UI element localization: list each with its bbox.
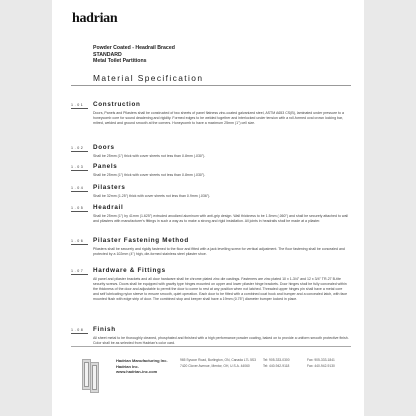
section-number-rule: [71, 191, 88, 192]
spec-sheet-page: [52, 0, 364, 416]
section-title: Panels: [93, 163, 118, 170]
section-title: Pilasters: [93, 184, 126, 191]
section-body: Shall be 32mm (1.25") thick with cover sheets not less than 0.9mm (.036").: [93, 194, 211, 198]
section-title: Finish: [93, 326, 116, 333]
section-number: 1.07: [71, 269, 85, 273]
section-number-rule: [71, 170, 88, 171]
footer-faxes: [307, 358, 335, 369]
section-number: 1.05: [71, 206, 85, 210]
partition-thumbnail: [90, 362, 99, 393]
footer-addresses: [180, 358, 256, 369]
header-line-standard: STANDARD: [93, 51, 122, 58]
section-number: 1.08: [71, 328, 85, 332]
section-body: Doors, Panels and Pilasters shall be constructed of two sheets of panel flatness zinc-coated galvanized steel, ASTM A653 CS(B), laminated under pressure to a honeycomb core for sound deadening and rigidity. Formed edges to be welded together and interlocked under tension with a roll-formed oval crown locking bar, mitred, welded and ground smooth at the corners. Honeycomb to have a maximum 25mm (1") cell size.: [93, 111, 344, 125]
section-number-rule: [71, 274, 88, 275]
section-number: 1.01: [71, 103, 85, 107]
footer-tel-line: Tel: 905-333-0300: [263, 358, 290, 362]
footer-company: [116, 358, 168, 375]
footer-company-line: Hadrian Manufacturing Inc.: [116, 358, 168, 363]
footer-address-line: 965 Syscon Road, Burlington, ON, Canada L7L 5S3: [180, 358, 256, 362]
section-body: Shall be 25mm (1") by 41mm (1.625") extruded anodized aluminum with anti-grip design. Wall thickness to be 1.5mm (.060") and shall be securely attached to wall and pilasters with manufacturer's fittings in such a way as to make a strong and rigid installation. All joints in headrails shall be made at a pilaster.: [93, 214, 349, 223]
footer-company-line: Hadrian Inc.: [116, 363, 139, 369]
hadrian-logo: hadrian: [72, 11, 118, 26]
spec-title-divider: [71, 85, 351, 86]
footer-phones: [263, 358, 290, 369]
header-line-product: Powder Coated - Headrail Braced: [93, 45, 175, 51]
section-title: Doors: [93, 144, 115, 151]
section-number-rule: [71, 108, 88, 109]
section-number: 1.04: [71, 186, 85, 190]
section-body: All panel and pilaster brackets and all door hardware shall be chrome plated zinc die castings. Fasteners are zinc plated 10 x 1-3/4" and 12 x 3/4" TR-27 B-tite security screws. Doors shall be equipped with gravity type hinges mounted on upper and lower pilaster hinge brackets. Door hinges shall be fully concealed within the thickness of the door and adjustable to permit the door to come to rest at any position when not latched. Threaded upper hinges pin shall have a metal core and self lubricating nylon sleeve to ensure smooth, quiet operation. Each door to be fitted with a combined coat hook and bumper and a concealed latch, with face mounted flush with edge strip of door. The combined stop and keeper shall have a 19mm (0.75") diameter bumper locked in place.: [93, 277, 348, 301]
footer-website: www.hadrian-inc.com: [116, 369, 158, 375]
spec-title: Material Specification: [93, 73, 204, 83]
section-body: All sheet metal to be thoroughly cleaned, phosphated and finished with a high performance powder coating, baked on to provide a uniform smooth protective finish. Color shall be as selected from Hadrian's color card.: [93, 336, 349, 345]
section-body: Shall be 25mm (1") thick with cover sheets not less than 0.8mm (.030").: [93, 173, 206, 177]
section-body: Pilasters shall be securely and rigidly fastened to the floor and fitted with a jack levelling screw for vertical adjustment. The floor fastening shall be concealed and protected by a 102mm (4") high, die-formed stainless steel pilaster shoe.: [93, 247, 345, 256]
section-title: Hardware & Fittings: [93, 267, 166, 274]
section-number: 1.02: [71, 146, 85, 150]
footer-tel-line: Tel: 440-942-9118: [263, 363, 290, 368]
section-number-rule: [71, 244, 88, 245]
section-number-rule: [71, 333, 88, 334]
header-line-category: Metal Toilet Partitions: [93, 58, 147, 64]
section-body: Shall be 25mm (1") thick with cover sheets not less than 0.8mm (.030").: [93, 154, 206, 158]
section-title: Construction: [93, 101, 141, 108]
footer-divider: [71, 346, 351, 347]
section-title: Pilaster Fastening Method: [93, 237, 189, 244]
footer-fax-line: Fax: 905-333-1841: [307, 358, 335, 362]
section-title: Headrail: [93, 204, 124, 211]
footer-address-line: 7420 Clover Avenue, Mentor, OH, U.S.A. 44060: [180, 363, 250, 368]
section-number-rule: [71, 211, 88, 212]
section-number-rule: [71, 151, 88, 152]
section-number: 1.03: [71, 165, 85, 169]
footer-fax-line: Fax: 440-942-9130: [307, 363, 335, 368]
section-number: 1.06: [71, 239, 85, 243]
